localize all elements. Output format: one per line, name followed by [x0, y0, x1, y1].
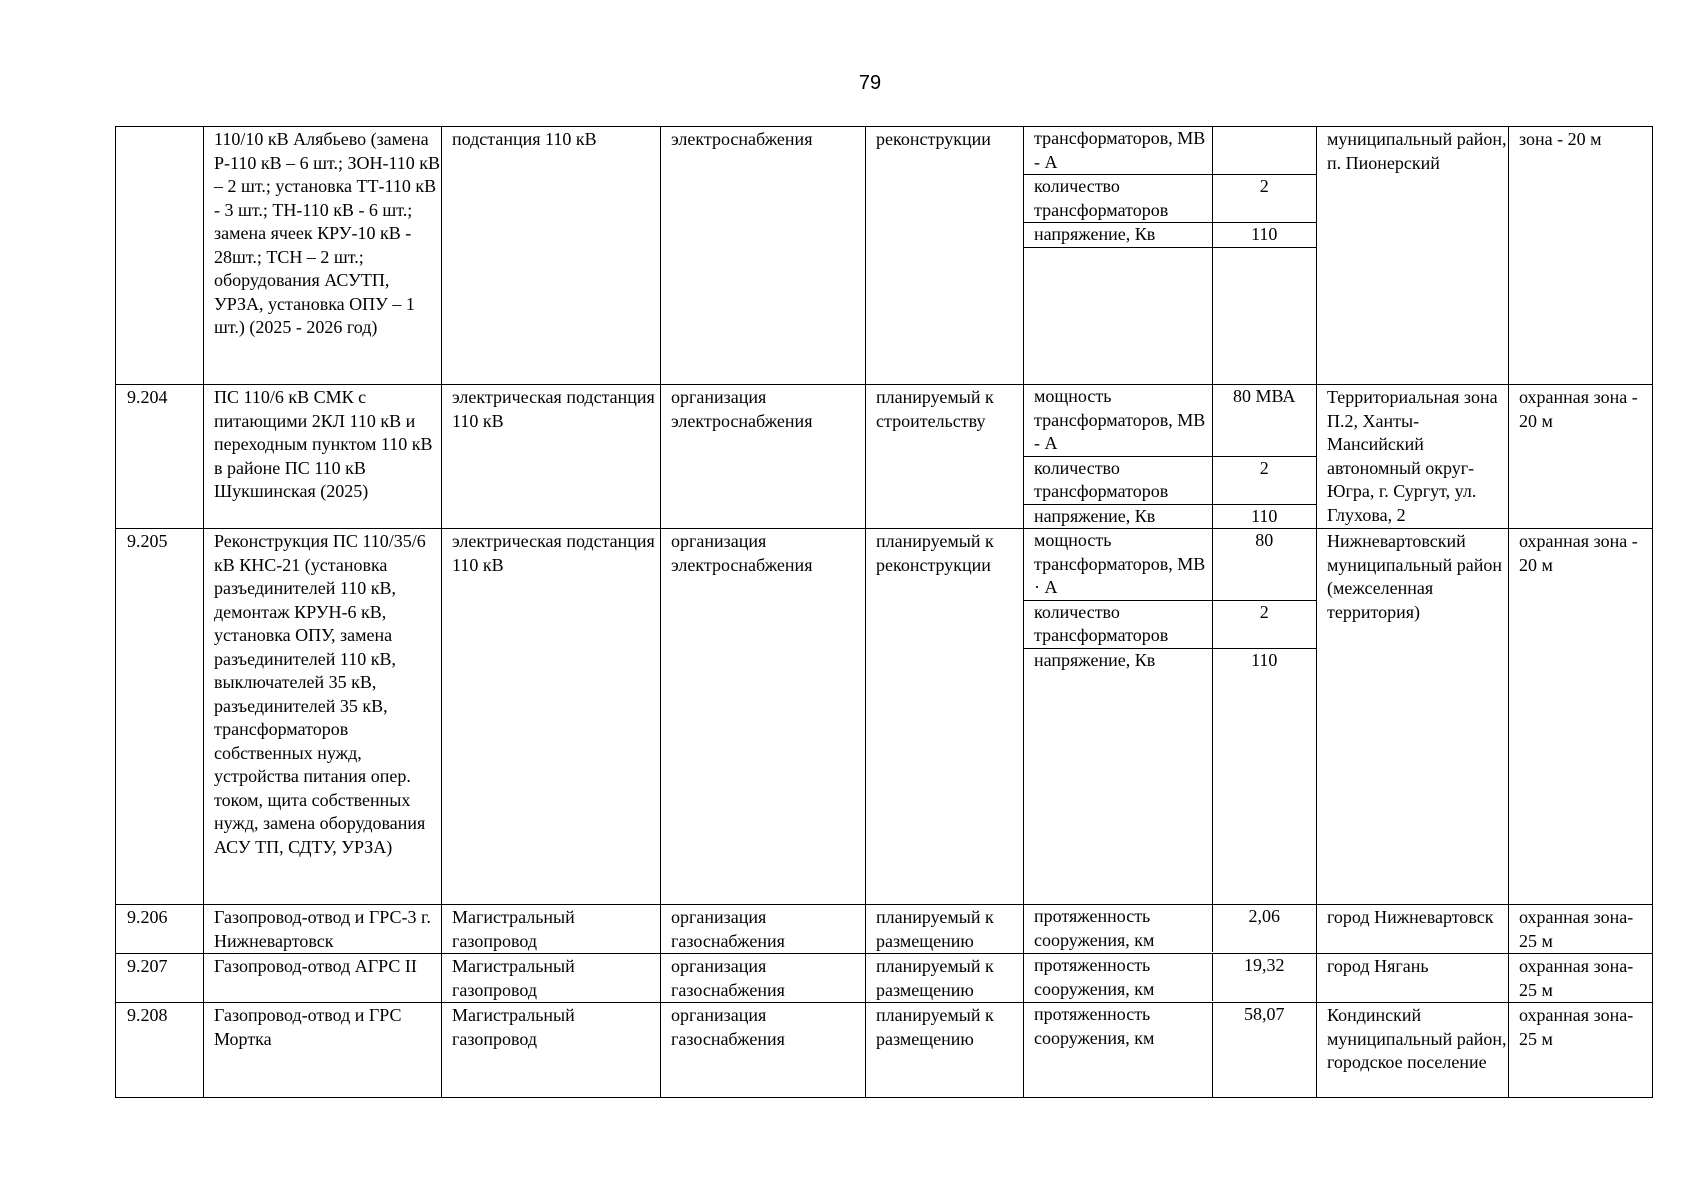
object-status: планируемый к размещению: [866, 954, 1024, 1003]
param-value: 2: [1212, 175, 1316, 223]
row-number: [116, 127, 204, 385]
param-name: мощность трансформаторов, МВ - А: [1024, 385, 1212, 456]
param-name: протяженность сооружения, км: [1024, 954, 1212, 1001]
object-type: Магистральный газопровод: [442, 954, 661, 1003]
param-value: 110: [1251, 505, 1278, 526]
object-purpose: организация газоснабжения: [661, 954, 866, 1003]
param-name: протяженность сооружения, км: [1024, 905, 1212, 952]
param-row: [1024, 954, 1316, 1001]
object-name: Реконструкция ПС 110/35/6 кВ КНС-21 (установка разъединителей 110 кВ, демонтаж КРУН-6 кВ, установка ОПУ, замена разъединителей 110 кВ, выключателей 35 кВ, разъединителей 35 кВ, трансформаторов собственных нужд, устройства питания опер. током, щита собственных нужд, замена оборудования АСУ ТП, СДТУ, УРЗА): [204, 529, 442, 905]
table-row: [116, 905, 1653, 954]
param-row: [1024, 600, 1316, 648]
param-name: напряжение, Кв: [1024, 648, 1212, 904]
object-type: подстанция 110 кВ: [442, 127, 661, 385]
param-value: 110: [1251, 649, 1278, 670]
param-name: количество трансформаторов: [1024, 175, 1212, 223]
table-row: [116, 1003, 1653, 1098]
object-purpose: электроснабжения: [661, 127, 866, 385]
object-params: [1024, 385, 1317, 529]
param-name: количество трансформаторов: [1024, 456, 1212, 504]
row-number: 9.204: [116, 385, 204, 529]
protection-zone: охранная зона - 20 м: [1509, 529, 1653, 905]
object-name: Газопровод-отвод и ГРС Мортка: [204, 1003, 442, 1098]
param-value: 19,32: [1244, 955, 1285, 975]
row-number: 9.205: [116, 529, 204, 905]
row-number: 9.208: [116, 1003, 204, 1098]
object-status: планируемый к размещению: [866, 905, 1024, 954]
row-number: 9.206: [116, 905, 204, 954]
object-location: город Нижневартовск: [1317, 905, 1509, 954]
param-name: трансформаторов, МВ - А: [1024, 127, 1212, 175]
param-value: 110: [1212, 223, 1316, 248]
object-purpose: организация электроснабжения: [661, 385, 866, 529]
param-value: [1212, 127, 1316, 175]
object-purpose: организация газоснабжения: [661, 1003, 866, 1098]
table-row: [116, 385, 1653, 529]
protection-zone: зона - 20 м: [1509, 127, 1653, 385]
object-name: Газопровод-отвод и ГРС-3 г. Нижневартовск: [204, 905, 442, 954]
param-value: 80 МВА: [1212, 385, 1316, 456]
object-type: электрическая подстанция 110 кВ: [442, 529, 661, 905]
param-row: [1024, 175, 1316, 223]
object-type: Магистральный газопровод: [442, 1003, 661, 1098]
object-status: планируемый к строительству: [866, 385, 1024, 529]
row-number: 9.207: [116, 954, 204, 1003]
object-location: муниципальный район, п. Пионерский: [1317, 127, 1509, 385]
protection-zone: охранная зона- 25 м: [1509, 905, 1653, 954]
param-row: [1024, 456, 1316, 504]
param-row: [1024, 905, 1316, 952]
param-value: 2: [1212, 456, 1316, 504]
object-location: Кондинский муниципальный район, городское поселение: [1317, 1003, 1509, 1098]
objects-table: [115, 126, 1653, 1098]
param-row: [1024, 504, 1316, 528]
param-value: 58,07: [1244, 1004, 1285, 1024]
object-location: Нижневартовский муниципальный район (межселенная территория): [1317, 529, 1509, 905]
object-purpose: организация газоснабжения: [661, 905, 866, 954]
param-row: [1024, 385, 1316, 456]
object-name: ПС 110/6 кВ СМК с питающими 2КЛ 110 кВ и переходным пунктом 110 кВ в районе ПС 110 кВ Шукшинская (2025): [204, 385, 442, 529]
param-row: [1024, 648, 1316, 904]
param-value: 80: [1212, 529, 1316, 600]
object-location: Территориальная зона П.2, Ханты-Мансийский автономный округ-Югра, г. Сургут, ул. Глухова, 2: [1317, 385, 1509, 529]
param-row: [1024, 223, 1316, 248]
object-params: [1024, 905, 1317, 954]
protection-zone: охранная зона- 25 м: [1509, 954, 1653, 1003]
param-name: напряжение, Кв: [1024, 504, 1212, 528]
table-row: [116, 529, 1653, 905]
param-value: 2: [1212, 600, 1316, 648]
object-type: электрическая подстанция 110 кВ: [442, 385, 661, 529]
object-params: [1024, 127, 1317, 385]
object-purpose: организация электроснабжения: [661, 529, 866, 905]
object-type: Магистральный газопровод: [442, 905, 661, 954]
object-name: 110/10 кВ Алябьево (замена Р-110 кВ – 6 шт.; ЗОН-110 кВ – 2 шт.; установка ТТ-110 кВ - 3 шт.; ТН-110 кВ - 6 шт.; замена ячеек КРУ-10 кВ - 28шт.; ТСН – 2 шт.; оборудования АСУТП, УРЗА, установка ОПУ – 1 шт.) (2025 - 2026 год): [204, 127, 442, 385]
object-params: [1024, 529, 1317, 905]
param-row: [1024, 127, 1316, 175]
param-row: [1024, 1003, 1316, 1097]
object-status: реконструкции: [866, 127, 1024, 385]
page-number: 79: [858, 72, 882, 94]
object-params: [1024, 1003, 1317, 1098]
table-row: [116, 127, 1653, 385]
protection-zone: охранная зона- 25 м: [1509, 1003, 1653, 1098]
object-name: Газопровод-отвод АГРС II: [204, 954, 442, 1003]
object-status: планируемый к реконструкции: [866, 529, 1024, 905]
object-params: [1024, 954, 1317, 1003]
param-name: протяженность сооружения, км: [1024, 1003, 1212, 1097]
protection-zone: охранная зона - 20 м: [1509, 385, 1653, 529]
param-row: [1024, 529, 1316, 600]
param-name: напряжение, Кв: [1024, 223, 1212, 248]
table-row: [116, 954, 1653, 1003]
param-name: мощность трансформаторов, МВ · А: [1024, 529, 1212, 600]
param-value: 2,06: [1248, 906, 1280, 926]
object-status: планируемый к размещению: [866, 1003, 1024, 1098]
param-name: количество трансформаторов: [1024, 600, 1212, 648]
object-location: город Нягань: [1317, 954, 1509, 1003]
